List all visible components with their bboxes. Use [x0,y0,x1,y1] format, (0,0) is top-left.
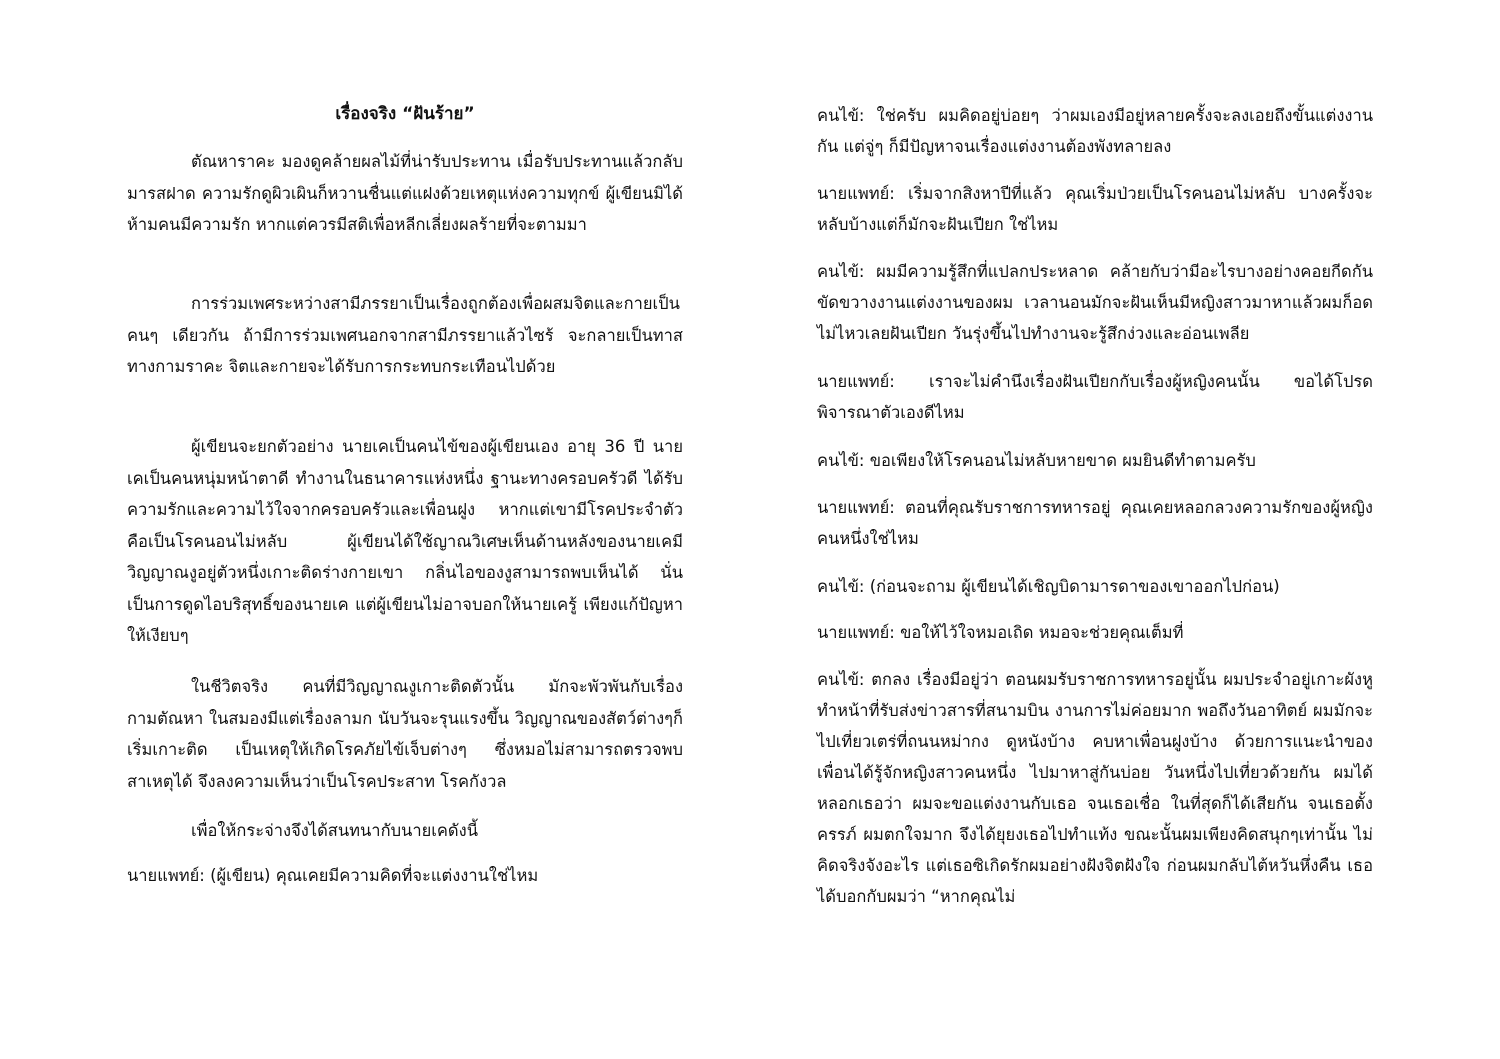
doctor-consider-question: นายแพทย์: เราจะไม่คำนึงเรื่องฝันเปียกกับเรื่องผู้หญิงคนนั้น ขอได้โปรดพิจารณาตัวเองดีไหม [817,372,1373,422]
left-page [127,0,683,1059]
example-paragraph: ผู้เขียนจะยกตัวอย่าง นายเคเป็นคนไข้ของผู้เขียนเอง อายุ 36 ปี นายเคเป็นคนหนุ่มหน้าตาดี ทำงานในธนาคารแห่งหนึ่ง ฐานะทางครอบครัวดี ได้รับความรักและความไว้ใจจากครอบครัวและเพื่อนฝูง หากแต่เขามีโรคประจำตัวคือเป็นโรคนอนไม่หลับ ผู้เขียนได้ใช้ญาณวิเศษเห็นด้านหลังของนายเคมีวิญญาณงูอยู่ตัวหนึ่งเกาะติดร่างกายเขา กลิ่นไอของงูสามารถพบเห็นได้ นั่นเป็นการดูดไอบริสุทธิ์ของนายเค แต่ผู้เขียนไม่อาจบอกให้นายเครู้ เพียงแก้ปัญหาให้เงียบๆ [127,437,683,645]
marriage-paragraph: การร่วมเพศระหว่างสามีภรรยาเป็นเรื่องถูกต้องเพื่อผสมจิตและกายเป็นคนๆ เดียวกัน ถ้ามีการร่วมเพศนอกจากสามีภรรยาแล้วไซร้ จะกลายเป็นทาสทางกามราคะ จิตและกายจะได้รับการกระทบกระเทือนไปด้วย [127,294,683,376]
patient-answer-marriage: คนไข้: ใช่ครับ ผมคิดอยู่บ่อยๆ ว่าผมเองมีอยู่หลายครั้งจะลงเอยถึงขั้นแต่งงานกัน แต่จู่ๆ ก็มีปัญหาจนเรื่องแต่งงานต้องพังทลายลง [817,106,1373,156]
right-page [817,0,1373,1059]
patient-agree: คนไข้: ขอเพียงให้โรคนอนไม่หลับหายขาด ผมยินดีทำตามครับ [817,451,1256,470]
real-life-paragraph: ในชีวิตจริง คนที่มีวิญญาณงูเกาะติดตัวนั้น มักจะพัวพันกับเรื่องกามตัณหา ในสมองมีแต่เรื่องลามก นับวันจะรุนแรงขึ้น วิญญาณของสัตว์ต่างๆก็เริ่มเกาะติด เป็นเหตุให้เกิดโรคภัยไข้เจ็บต่างๆ ซึ่งหมอไม่สามารถตรวจพบสาเหตุได้ จึงลงความเห็นว่าเป็นโรคประสาท โรคกังวล [127,677,683,791]
story-title: เรื่องจริง “ฝันร้าย” [335,104,475,124]
doctor-military-question: นายแพทย์: ตอนที่คุณรับราชการทหารอยู่ คุณเคยหลอกลวงความรักของผู้หญิงคนหนึ่งใช่ไหม [817,498,1373,548]
patient-story: คนไข้: ตกลง เรื่องมีอยู่ว่า ตอนผมรับราชการทหารอยู่นั้น ผมประจำอยู่เกาะผังหู ทำหน้าที่รับส่งข่าวสารที่สนามบิน งานการไม่ค่อยมาก พอถึงวันอาทิตย์ ผมมักจะไปเที่ยวเตร่ที่ถนนหม่ากง ดูหนังบ้าง คบหาเพื่อนฝูงบ้าง ด้วยการแนะนำของเพื่อนได้รู้จักหญิงสาวคนหนึ่ง ไปมาหาสู่กันบ่อย วันหนึ่งไปเที่ยวด้วยกัน ผมได้หลอกเธอว่า ผมจะขอแต่งงานกับเธอ จนเธอเชื่อ ในที่สุดก็ได้เสียกัน จนเธอตั้งครรภ์ ผมตกใจมาก จึงได้ยุยงเธอไปทำแท้ง ขณะนั้นผมเพียงคิดสนุกๆเท่านั้น ไม่คิดจริงจังอะไร แต่เธอซิเกิดรักผมอย่างฝังจิตฝังใจ ก่อนผมกลับไต้หวันหึ่งคืน เธอได้บอกกับผมว่า “หากคุณไม่ [817,670,1373,906]
conversation-intro: เพื่อให้กระจ่างจึงได้สนทนากับนายเคดังนี้ [191,821,478,840]
intro-paragraph: ตัณหาราคะ มองดูคล้ายผลไม้ที่น่ารับประทาน เมื่อรับประทานแล้วกลับมารสฝาด ความรักดูผิวเผินก็หวานชื่นแต่แฝงด้วยเหตุแห่งความทุกข์ ผู้เขียนมิได้ห้ามคนมีความรัก หากแต่ควรมีสติเพื่อหลีกเลี่ยงผลร้ายที่จะตามมา [127,152,683,234]
doctor-question: นายแพทย์: (ผู้เขียน) คุณเคยมีความคิดที่จะแต่งงานใช่ไหม [127,866,539,885]
patient-strange-feeling: คนไข้: ผมมีความรู้สึกที่แปลกประหลาด คล้ายกับว่ามีอะไรบางอย่างคอยกีดกันขัดขวางงานแต่งงานของผม เวลานอนมักจะฝันเห็นมีหญิงสาวมาหาแล้วผมก็อดไม่ไหวเลยฝันเปียก วันรุ่งขึ้นไปทำงานจะรู้สึกง่วงและอ่อนเพลีย [817,262,1373,343]
doctor-reassurance: นายแพทย์: ขอให้ไว้ใจหมอเถิด หมอจะช่วยคุณเต็มที่ [817,623,1184,642]
doctor-insomnia-question: นายแพทย์: เริ่มจากสิงหาปีที่แล้ว คุณเริ่มป่วยเป็นโรคนอนไม่หลับ บางครั้งจะหลับบ้างแต่ก็มักจะฝันเปียก ใช่ไหม [817,184,1373,234]
patient-note: คนไข้: (ก่อนจะถาม ผู้เขียนได้เชิญบิดามารดาของเขาออกไปก่อน) [817,577,1280,596]
